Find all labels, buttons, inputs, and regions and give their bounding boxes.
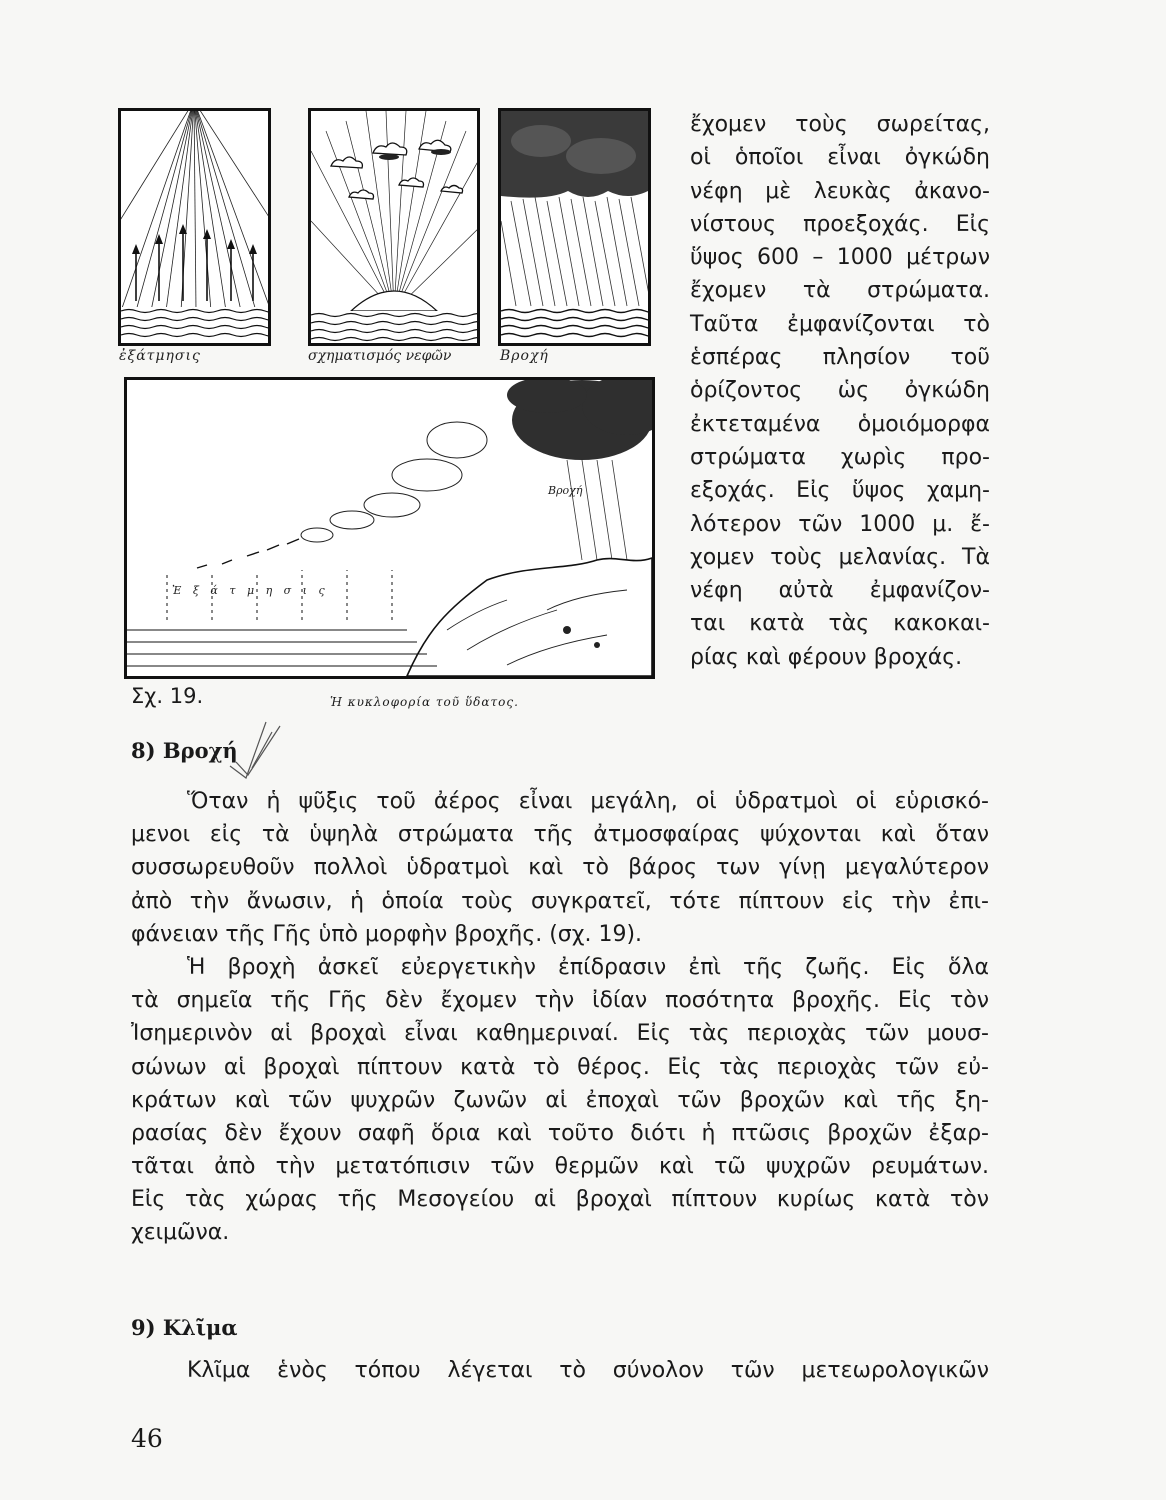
- text-line: νέφη αὐτὰ ἐμφανίζον-: [690, 578, 990, 604]
- text-line: εξοχάς. Εἰς ὕψος χαμη-: [690, 478, 990, 504]
- section-heading-rain: 8) Βροχή: [131, 738, 238, 763]
- text-line: ἔχομεν τοὺς σωρείτας,: [690, 112, 990, 137]
- rain-label: Βροχή: [548, 484, 583, 497]
- text-line: Εἰς τὰς χώρας τῆς Μεσογείου αἱ βροχαὶ πίπτουν κυρίως κατὰ τὸν: [131, 1187, 989, 1213]
- text-line: τὰ σημεῖα τῆς Γῆς δὲν ἔχομεν τὴν ἰδίαν ποσότητα βροχῆς. Εἰς τὸν: [131, 988, 989, 1014]
- text-line: Ἰσημερινὸν αἱ βροχαὶ εἶναι καθημεριναί. Εἰς τὰς περιοχὰς τῶν μουσ-: [131, 1021, 989, 1047]
- text-line: σώνων αἱ βροχαὶ πίπτουν κατὰ τὸ θέρος. Εἰς τὰς περιοχὰς τῶν εὐ-: [131, 1054, 989, 1080]
- text-line: Ὅταν ἡ ψῦξις τοῦ ἀέρος εἶναι μεγάλη, οἱ ὑδρατμοὶ οἱ εὑρισκό-: [187, 789, 989, 814]
- rain-drawing: [501, 111, 648, 343]
- text-line: φάνειαν τῆς Γῆς ὑπὸ μορφὴν βροχῆς. (σχ. 19).: [131, 921, 643, 947]
- section-heading-climate: 9) Κλῖμα: [131, 1315, 238, 1340]
- text-line: ἔχομεν τὰ στρώματα.: [690, 278, 990, 304]
- figure-title: Ἡ κυκλοφορία τοῦ ὕδατος.: [330, 695, 519, 709]
- text-line: ἐκτεταμένα ὁμοιόμορφα: [690, 411, 990, 437]
- text-line: οἱ ὁποῖοι εἶναι ὀγκώδη: [690, 145, 990, 171]
- text-line: ὁρίζοντος ὡς ὀγκώδη: [690, 378, 990, 404]
- water-cycle-drawing: [127, 380, 652, 676]
- cloud-formation-drawing: [311, 111, 477, 343]
- text-line: Ἡ βροχὴ ἀσκεῖ εὐεργετικὴν ἐπίδρασιν ἐπὶ τῆς ζωῆς. Εἰς ὅλα: [187, 954, 989, 980]
- text-line: τᾶται ἀπὸ τὴν μετατόπισιν τῶν θερμῶν καὶ τῶ ψυχρῶν ρευμάτων.: [131, 1154, 989, 1180]
- figure-number: Σχ. 19.: [131, 684, 204, 708]
- text-line: ἀπὸ τὴν ἄνωσιν, ἡ ὁποία τοὺς συγκρατεῖ, τότε πίπτουν εἰς τὴν ἐπι-: [131, 888, 989, 914]
- pencil-mark-icon: [226, 718, 286, 780]
- text-line: στρώματα χωρὶς προ-: [690, 444, 990, 470]
- climate-paragraph: [131, 1354, 989, 1387]
- cloud-formation-caption: σχηματισμός νεφῶν: [308, 348, 452, 364]
- cloud-formation-illustration: [308, 108, 480, 346]
- text-line: ρασίας δὲν ἔχουν σαφῆ ὅρια καὶ τοῦτο διότι ἡ πτῶσις βροχῶν ἐξαρ-: [131, 1120, 989, 1146]
- text-line: Κλῖμα ἑνὸς τόπου λέγεται τὸ σύνολον τῶν μετεωρολογικῶν: [187, 1358, 989, 1383]
- rain-illustration: [498, 108, 651, 346]
- evaporation-caption: ἐξάτμησις: [119, 348, 201, 364]
- text-line: ται κατὰ τὰς κακοκαι-: [690, 611, 990, 637]
- evaporation-drawing: [121, 111, 268, 343]
- text-line: ἑσπέρας πλησίον τοῦ: [690, 345, 990, 371]
- text-line: Ταῦτα ἐμφανίζονται τὸ: [690, 311, 990, 337]
- page-number: 46: [131, 1424, 163, 1453]
- right-column-text: [690, 108, 990, 674]
- text-line: κράτων καὶ τῶν ψυχρῶν ζωνῶν αἱ ἐποχαὶ τῶν βροχῶν καὶ τῆς ξη-: [131, 1087, 989, 1113]
- text-line: χομεν τοὺς μελανίας. Τὰ: [690, 544, 990, 570]
- text-line: λότερον τῶν 1000 μ. ἔ-: [690, 511, 990, 537]
- rain-paragraph: [131, 785, 989, 1250]
- text-line: χειμῶνα.: [131, 1220, 230, 1246]
- text-line: νέφη μὲ λευκὰς ἀκανο-: [690, 178, 990, 204]
- text-line: νίστους προεξοχάς. Εἰς: [690, 211, 990, 237]
- evaporation-illustration: [118, 108, 271, 346]
- text-line: ὕψος 600 – 1000 μέτρων: [690, 245, 990, 271]
- text-line: συσσωρευθοῦν πολλοὶ ὑδρατμοὶ καὶ τὸ βάρος των γίνῃ μεγαλύτερον: [131, 855, 989, 881]
- water-cycle-illustration: [124, 377, 655, 679]
- text-line: ρίας καὶ φέρουν βροχάς.: [690, 644, 963, 670]
- text-line: μενοι εἰς τὰ ὑψηλὰ στρώματα τῆς ἀτμοσφαίρας ψύχονται καὶ ὅταν: [131, 822, 989, 848]
- evaporation-label: Ἐ ξ ά τ μ η σ ι ς: [172, 584, 329, 597]
- rain-caption: Βροχή: [500, 348, 549, 364]
